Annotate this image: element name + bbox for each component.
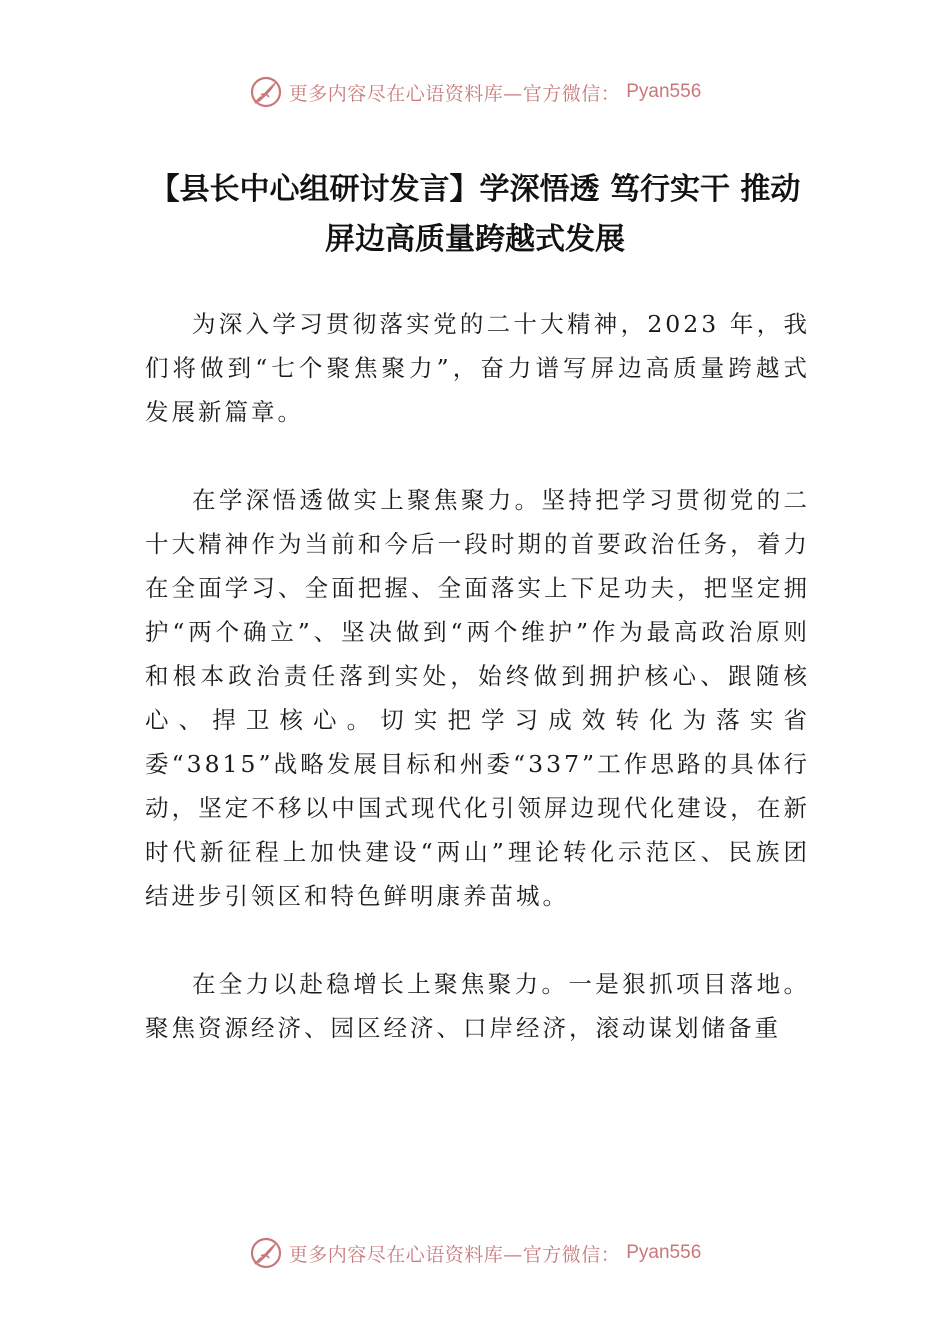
watermark-wechat-id: Pyan556	[626, 81, 702, 102]
body-paragraph: 在全力以赴稳增长上聚焦聚力。一是狠抓项目落地。聚焦资源经济、园区经济、口岸经济，滚动谋划储备重	[145, 970, 810, 1042]
quill-logo-icon	[249, 75, 283, 109]
watermark-footer	[0, 1233, 950, 1273]
body-paragraph: 为深入学习贯彻落实党的二十大精神，2023 年，我们将做到“七个聚焦聚力”，奋力谱写屏边高质量跨越式发展新篇章。	[145, 310, 810, 426]
watermark-text: 更多内容尽在心语资料库—官方微信：	[288, 82, 621, 105]
quill-logo-icon	[249, 1236, 283, 1270]
watermark-header	[0, 72, 950, 112]
watermark-text: 更多内容尽在心语资料库—官方微信：	[288, 1243, 621, 1266]
document-body	[145, 302, 810, 1094]
body-paragraph: 在学深悟透做实上聚焦聚力。坚持把学习贯彻党的二十大精神作为当前和今后一段时期的首要政治任务，着力在全面学习、全面把握、全面落实上下足功夫，把坚定拥护“两个确立”、坚决做到“两个维护”作为最高政治原则和根本政治责任落到实处，始终做到拥护核心、跟随核心、捍卫核心。切实把学习成效转化为落实省委“3815”战略发展目标和州委“337”工作思路的具体行动，坚定不移以中国式现代化引领屏边现代化建设，在新时代新征程上加快建设“两山”理论转化示范区、民族团结进步引领区和特色鲜明康养苗城。	[145, 486, 810, 910]
document-title: 【县长中心组研讨发言】学深悟透 笃行实干 推动屏边高质量跨越式发展	[149, 172, 801, 257]
watermark-wechat-id: Pyan556	[626, 1242, 702, 1263]
